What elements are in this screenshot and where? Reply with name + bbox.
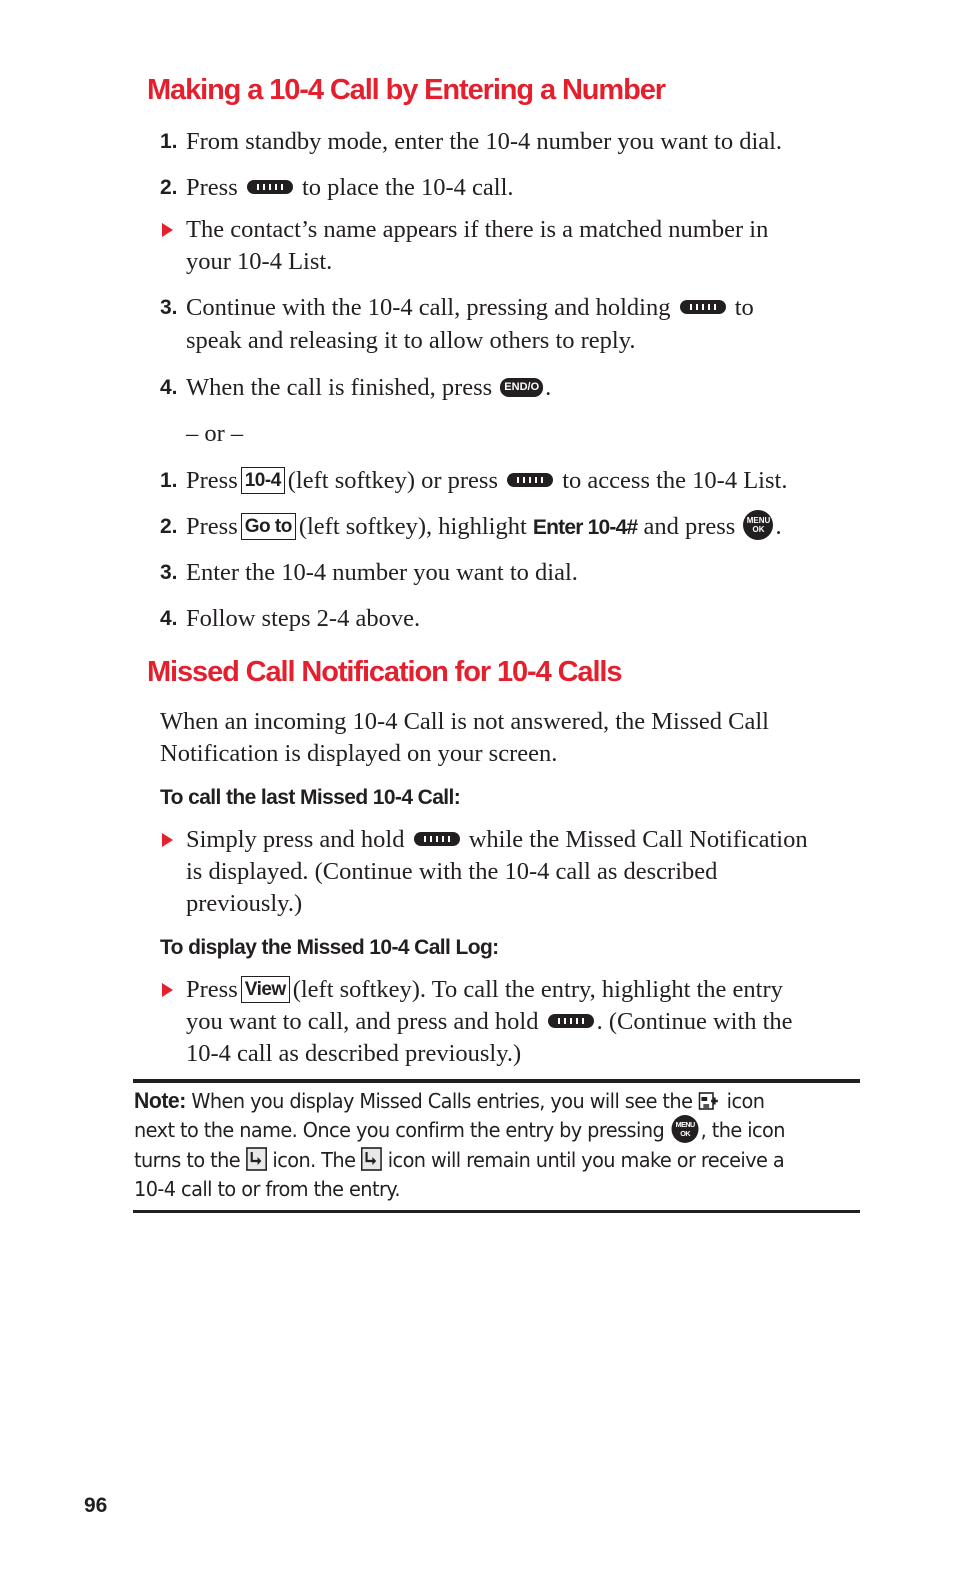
talk-key-icon	[414, 832, 460, 846]
bullet-arrow-icon	[162, 983, 173, 997]
bullet-text: The contact’s name appears if there is a matched number in	[186, 216, 769, 243]
note-line	[134, 1146, 838, 1175]
step-text: From standby mode, enter the 10-4 number you want to dial.	[186, 128, 783, 155]
note-line: 10-4 call to or from the entry.	[134, 1176, 400, 1201]
talk-key-icon	[507, 473, 553, 487]
bullet-arrow-icon	[162, 223, 173, 237]
step-text	[186, 292, 754, 324]
ok-key-label: OK	[680, 1128, 691, 1138]
missed-call-icon	[698, 1089, 721, 1113]
note-text: When you display Missed Calls entries, you will see the	[191, 1089, 693, 1113]
step-number: 3.	[160, 296, 178, 319]
step-text-part: to access the 10-4 List.	[562, 467, 788, 494]
note-label: Note:	[134, 1088, 186, 1113]
bullet-text: previously.)	[186, 890, 303, 917]
step-text-part: .	[545, 374, 552, 401]
step-number: 4.	[160, 607, 178, 630]
bullet-text-part: (left softkey). To call the entry, highlight the entry	[292, 976, 783, 1003]
section-title-missed-call: Missed Call Notification for 10-4 Calls	[147, 656, 622, 688]
step-number: 4.	[160, 376, 178, 399]
bullet-text	[186, 824, 808, 856]
step-text-part: Press	[186, 513, 238, 540]
step-text-part: (left softkey) or press	[287, 467, 498, 494]
softkey-go-to: Go to	[241, 513, 296, 540]
or-separator: – or –	[186, 420, 244, 447]
step-text-part: and press	[643, 513, 736, 540]
step-text: speak and releasing it to allow others to reply.	[186, 327, 636, 354]
step-text	[186, 372, 551, 404]
bullet-text: 10-4 call as described previously.)	[186, 1040, 522, 1067]
call-log-icon	[361, 1147, 382, 1171]
note-text: icon. The	[272, 1147, 356, 1172]
note-text: turns to the	[134, 1147, 241, 1172]
step-text	[186, 172, 514, 204]
step-text-part: Continue with the 10-4 call, pressing and holding	[186, 294, 671, 321]
menu-key-label: MENU	[746, 516, 771, 526]
note-text: , the icon	[700, 1118, 785, 1142]
bullet-text: is displayed. (Continue with the 10-4 call as described	[186, 858, 718, 885]
step-number: 2.	[160, 176, 178, 199]
softkey-view: View	[241, 976, 290, 1003]
end-key-icon: END/O	[500, 378, 543, 397]
step-text-part: to	[734, 294, 754, 321]
ok-key-label: OK	[752, 525, 765, 535]
step-text-part: Press	[186, 174, 238, 201]
step-number: 2.	[160, 515, 178, 538]
subheading: To display the Missed 10-4 Call Log:	[160, 936, 499, 959]
bullet-text-part: while the Missed Call Notification	[468, 826, 808, 853]
note-text: icon	[726, 1089, 765, 1113]
page-number: 96	[84, 1494, 108, 1517]
bullet-text: your 10-4 List.	[186, 248, 333, 275]
menu-item-enter-10-4: Enter 10-4#	[532, 516, 638, 539]
softkey-10-4: 10-4	[241, 467, 285, 494]
bullet-text-part: Simply press and hold	[186, 826, 405, 853]
note-line	[134, 1116, 838, 1146]
bullet-text-part: Press	[186, 976, 238, 1003]
menu-key-label: MENU	[675, 1119, 695, 1129]
note-text: next to the name. Once you confirm the entry by pressing	[134, 1118, 665, 1142]
subheading: To call the last Missed 10-4 Call:	[160, 786, 461, 809]
bullet-text	[186, 974, 783, 1006]
bullet-text-part: . (Continue with the	[596, 1008, 793, 1035]
menu-ok-key-icon	[672, 1115, 699, 1143]
menu-ok-key-icon	[743, 510, 773, 540]
bullet-text-part: you want to call, and press and hold	[186, 1008, 539, 1035]
step-text-part: Press	[186, 467, 238, 494]
talk-key-icon	[680, 300, 726, 314]
note-text: icon will remain until you make or receive a	[387, 1147, 785, 1172]
note-box	[134, 1086, 838, 1204]
note-bottom-rule	[133, 1210, 860, 1213]
step-number: 1.	[160, 469, 178, 492]
step-text-part: (left softkey), highlight	[298, 513, 527, 540]
call-log-icon	[246, 1147, 267, 1171]
bullet-text	[186, 1006, 793, 1038]
step-text-part: .	[775, 513, 782, 540]
note-top-rule	[133, 1079, 860, 1083]
step-text-part: to place the 10-4 call.	[301, 174, 514, 201]
step-text	[186, 465, 787, 497]
step-text-part: When the call is finished, press	[186, 374, 493, 401]
talk-key-icon	[247, 180, 293, 194]
step-text: Follow steps 2-4 above.	[186, 605, 421, 632]
step-text: Enter the 10-4 number you want to dial.	[186, 559, 578, 586]
step-number: 1.	[160, 130, 178, 153]
talk-key-icon	[548, 1014, 594, 1028]
section-title-entering-number: Making a 10-4 Call by Entering a Number	[147, 74, 665, 106]
step-text	[186, 511, 782, 544]
note-line	[134, 1086, 838, 1116]
intro-text: When an incoming 10-4 Call is not answered, the Missed Call	[160, 708, 769, 735]
step-number: 3.	[160, 561, 178, 584]
intro-text: Notification is displayed on your screen.	[160, 740, 558, 767]
bullet-arrow-icon	[162, 833, 173, 847]
